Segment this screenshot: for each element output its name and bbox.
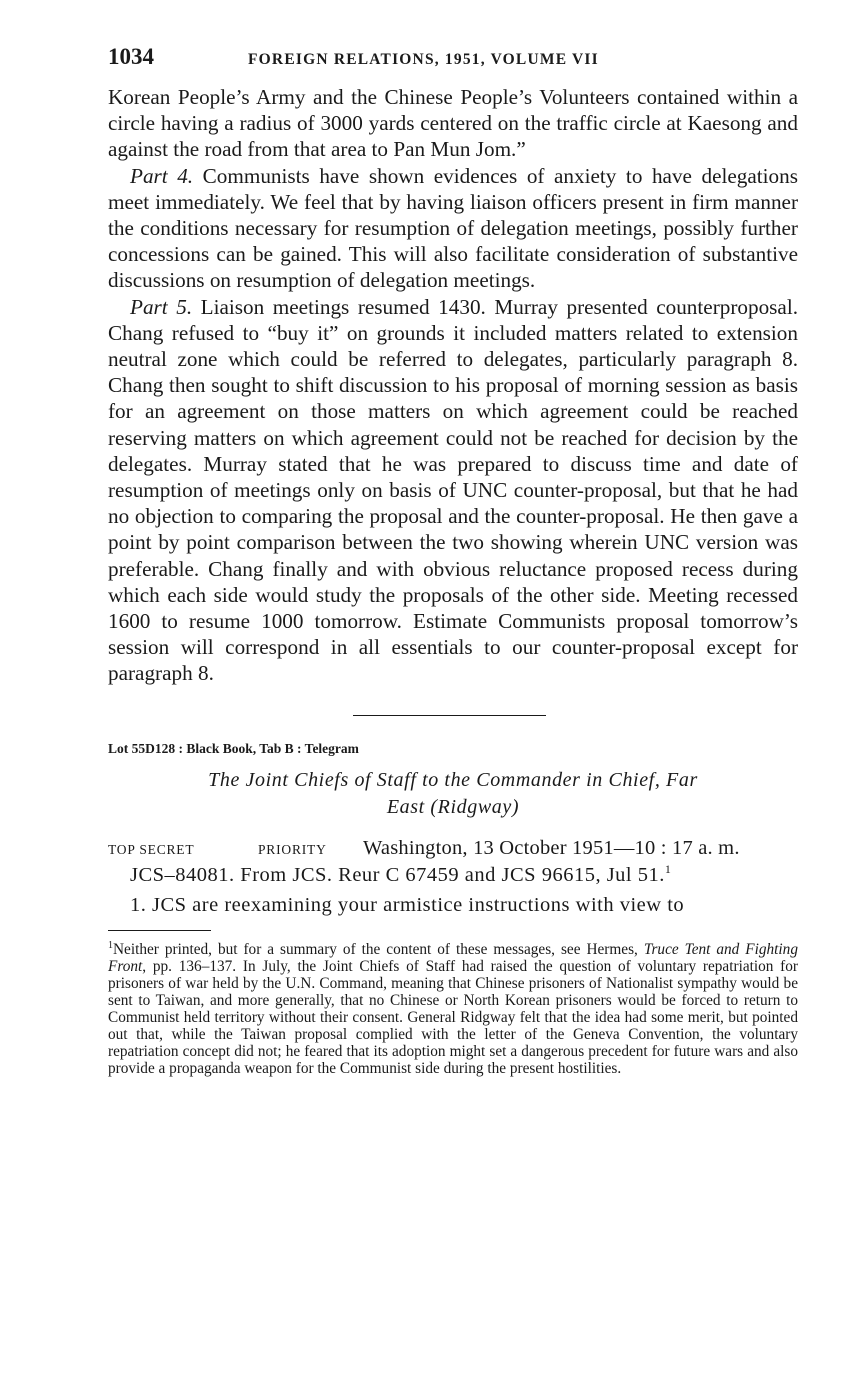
body-text <box>108 84 798 687</box>
continued-paragraph: Korean People’s Army and the Chinese People’s Volunteers contained within a circle having a radius of 3000 yards centered on the traffic circle at Kaesong and against the road from that area to Pan Mun Jom.” <box>108 85 798 162</box>
document-source: Lot 55D128 : Black Book, Tab B : Telegram <box>108 740 359 756</box>
document-title-line-1: The Joint Chiefs of Staff to the Commander in Chief, Far <box>208 768 698 791</box>
footnote-book-title: Truce Tent and Fighting Front <box>108 940 798 975</box>
telegram-line-2: 1. JCS are reexamining your armistice instructions with view to <box>130 893 685 916</box>
section-divider <box>353 715 546 716</box>
page-number: 1034 <box>108 44 154 69</box>
footnote-divider <box>108 930 211 931</box>
footnote-marker: 1 <box>108 939 113 951</box>
part-4-label: Part 4. <box>130 163 194 188</box>
footnote-text-b: , pp. 136–137. In July, the Joint Chiefs of Staff had raised the question of voluntary repatriation for prisoners of war held by the U.N. Command, meaning that Chinese prisoners of Nationalist sympathy would be sent to Taiwan, and more generally, that no Chinese or North Korean prisoners would be forced to return to Communist held territory without their consent. General Ridgway felt that the idea had some merit, but pointed out that, while the Taiwan proposal complied with the letter of the Geneva Convention, the voluntary repatriation concept did not; he feared that its adoption might set a dangerous precedent for future wars and also provide a propaganda weapon for the Communist side during the present hostilities. <box>108 957 798 1078</box>
part-5-text: Liaison meetings resumed 1430. Murray presented counterproposal. Chang refused to “buy it” on grounds it included matters related to extension neutral zone which could be referred to delegates, particularly paragraph 8. Chang then sought to shift discussion to his proposal of morning session as basis for an agreement on those matters on which agreement could be reached reserving matters on which agreement could not be reached for decision by the delegates. Murray stated that he was prepared to discuss time and date of resumption of meetings only on basis of UNC counter-proposal, but that he had no objection to comparing the proposal and the counter-proposal. He then gave a point by point comparison between the two showing wherein UNC version was preferable. Chang finally and with obvious reluctance proposed recess during which each side would study the proposals of the other side. Meeting recessed 1600 to resume 1000 tomorrow. Estimate Communists proposal tomorrow’s session will correspond in all essentials to our counter-proposal except for paragraph 8. <box>108 294 799 686</box>
telegram-line-1-text: JCS–84081. From JCS. Reur C 67459 and JCS 96615, Jul 51. <box>130 863 665 886</box>
place-and-date: Washington, 13 October 1951—10 : 17 a. m. <box>363 836 740 859</box>
part-5-label: Part 5. <box>130 294 193 319</box>
part-4-paragraph <box>108 163 798 294</box>
classification-marking: TOP SECRET <box>108 841 195 857</box>
dateline <box>108 837 798 860</box>
part-5-paragraph <box>108 294 798 687</box>
document-title <box>108 767 798 821</box>
telegram-line-1 <box>108 860 798 890</box>
footnote-text-a: Neither printed, but for a summary of the content of these messages, see Hermes, <box>113 940 644 958</box>
part-4-text: Communists have shown evidences of anxiety to have delegations meet immediately. We feel that by having liaison officers present in firm manner the conditions necessary for resumption of delegation meetings, possibly further concessions can be gained. This will also facilitate consideration of substantive discussions on resumption of delegation meetings. <box>108 163 798 293</box>
telegram-body <box>108 860 798 920</box>
running-head: FOREIGN RELATIONS, 1951, VOLUME VII <box>248 51 599 68</box>
precedence-marking: PRIORITY <box>258 841 327 857</box>
document-title-line-2: East (Ridgway) <box>386 795 520 818</box>
page-header <box>108 44 798 84</box>
document-page <box>108 44 798 1077</box>
footnote <box>108 941 798 1078</box>
footnote-reference[interactable]: 1 <box>664 861 672 876</box>
